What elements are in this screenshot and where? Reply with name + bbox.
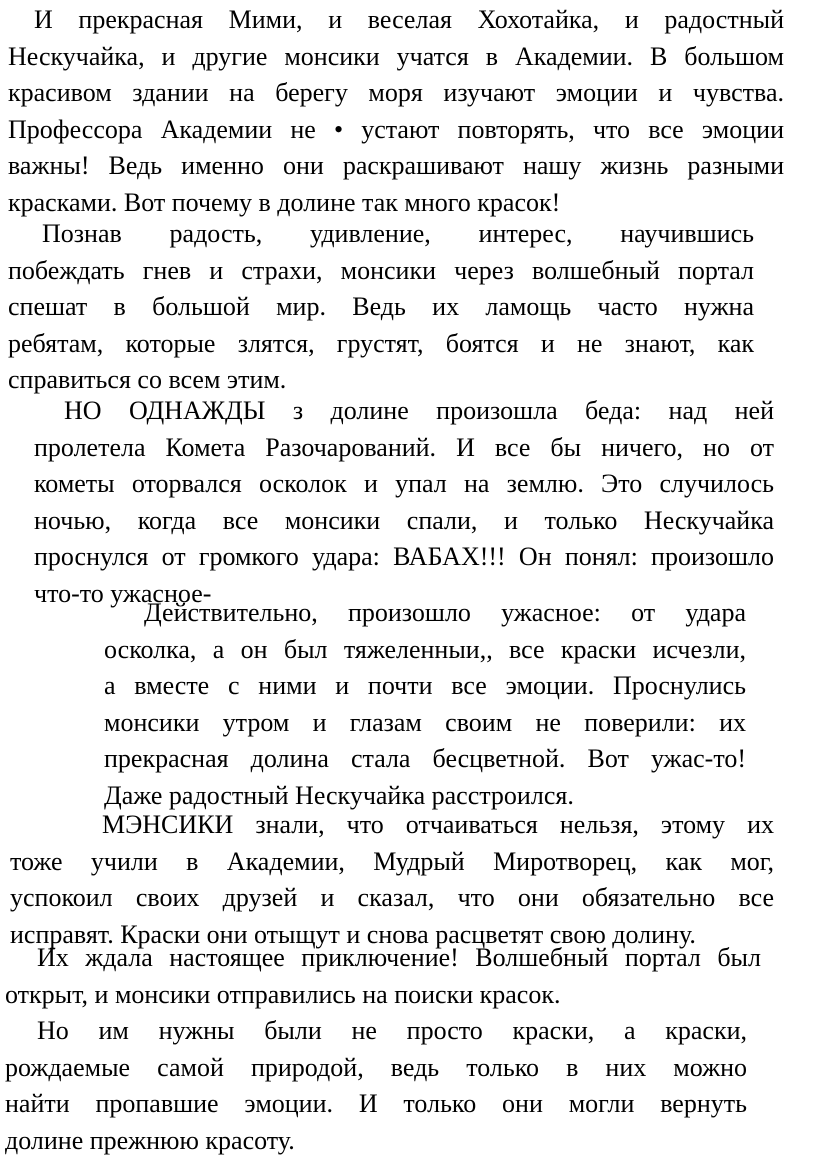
text-line: тоже учили в Академии, Мудрый Миротворец, как мог, [10, 844, 774, 881]
text-line: красивом здании на берегу моря изучают эмоции и чувства. [8, 75, 784, 112]
text-line: успокоил своих друзей и сказал, что они обязательно все [10, 880, 774, 917]
text-line: Нескучайка, и другие монсики учатся в Академии. В большом [8, 39, 784, 76]
text-line: проснулся от громкого удара: ВАБАХ!!! Он понял: произошло [34, 539, 774, 576]
paragraph-7 [5, 1013, 747, 1159]
paragraph-3 [34, 393, 774, 612]
text-line: красками. Вот почему в долине так много красок! [8, 185, 784, 222]
paragraph-1 [8, 2, 784, 221]
text-line: МЭНСИКИ знали, что отчаиваться нельзя, этому их [10, 807, 774, 844]
text-line: монсики утром и глазам своим не поверили: их [104, 705, 746, 742]
paragraph-5 [10, 807, 774, 953]
text-line: открыт, и монсики отправились на поиски красок. [5, 977, 761, 1014]
paragraph-2 [8, 216, 754, 399]
text-line: ночью, когда все монсики спали, и только Нескучайка [34, 503, 774, 540]
paragraph-4 [104, 595, 746, 814]
text-line: НО ОДНАЖДЫ з долине произошла беда: над ней [34, 393, 774, 430]
text-line: побеждать гнев и страхи, монсики через волшебный портал [8, 253, 754, 290]
text-line: Профессора Академии не • устают повторять, что все эмоции [8, 112, 784, 149]
text-line: И прекрасная Мими, и веселая Хохотайка, и радостный [8, 2, 784, 39]
text-line: найти пропавшие эмоции. И только они могли вернуть [5, 1086, 747, 1123]
text-line: исправят. Краски они отыщут и снова расцветят свою долину. [10, 917, 774, 954]
text-line: кометы оторвался осколок и упал на землю. Это случилось [34, 466, 774, 503]
text-line: рождаемые самой природой, ведь только в них можно [5, 1050, 747, 1087]
text-line: долине прежнюю красоту. [5, 1123, 747, 1159]
text-line: осколка, а он был тяжеленныи,, все краски исчезли, [104, 632, 746, 669]
text-line: что-то ужасное- [34, 576, 774, 613]
paragraph-6 [5, 940, 761, 1013]
text-line: пролетела Комета Разочарований. И все бы ничего, но от [34, 430, 774, 467]
text-line: важны! Ведь именно они раскрашивают нашу жизнь разными [8, 148, 784, 185]
text-line: Их ждала настоящее приключение! Волшебный портал был [5, 940, 761, 977]
text-line: Познав радость, удивление, интерес, научившись [8, 216, 754, 253]
text-line: прекрасная долина стала бесцветной. Вот ужас-то! [104, 741, 746, 778]
text-line: Действительно, произошло ужасное: от удара [104, 595, 746, 632]
text-line: Даже радостный Нескучайка расстроился. [104, 778, 746, 815]
text-line: спешат в большой мир. Ведь их ламощь часто нужна [8, 289, 754, 326]
text-line: справиться со всем этим. [8, 362, 754, 399]
text-line: а вместе с ними и почти все эмоции. Проснулись [104, 668, 746, 705]
text-line: Но им нужны были не просто краски, а краски, [5, 1013, 747, 1050]
text-line: ребятам, которые злятся, грустят, боятся и не знают, как [8, 326, 754, 363]
